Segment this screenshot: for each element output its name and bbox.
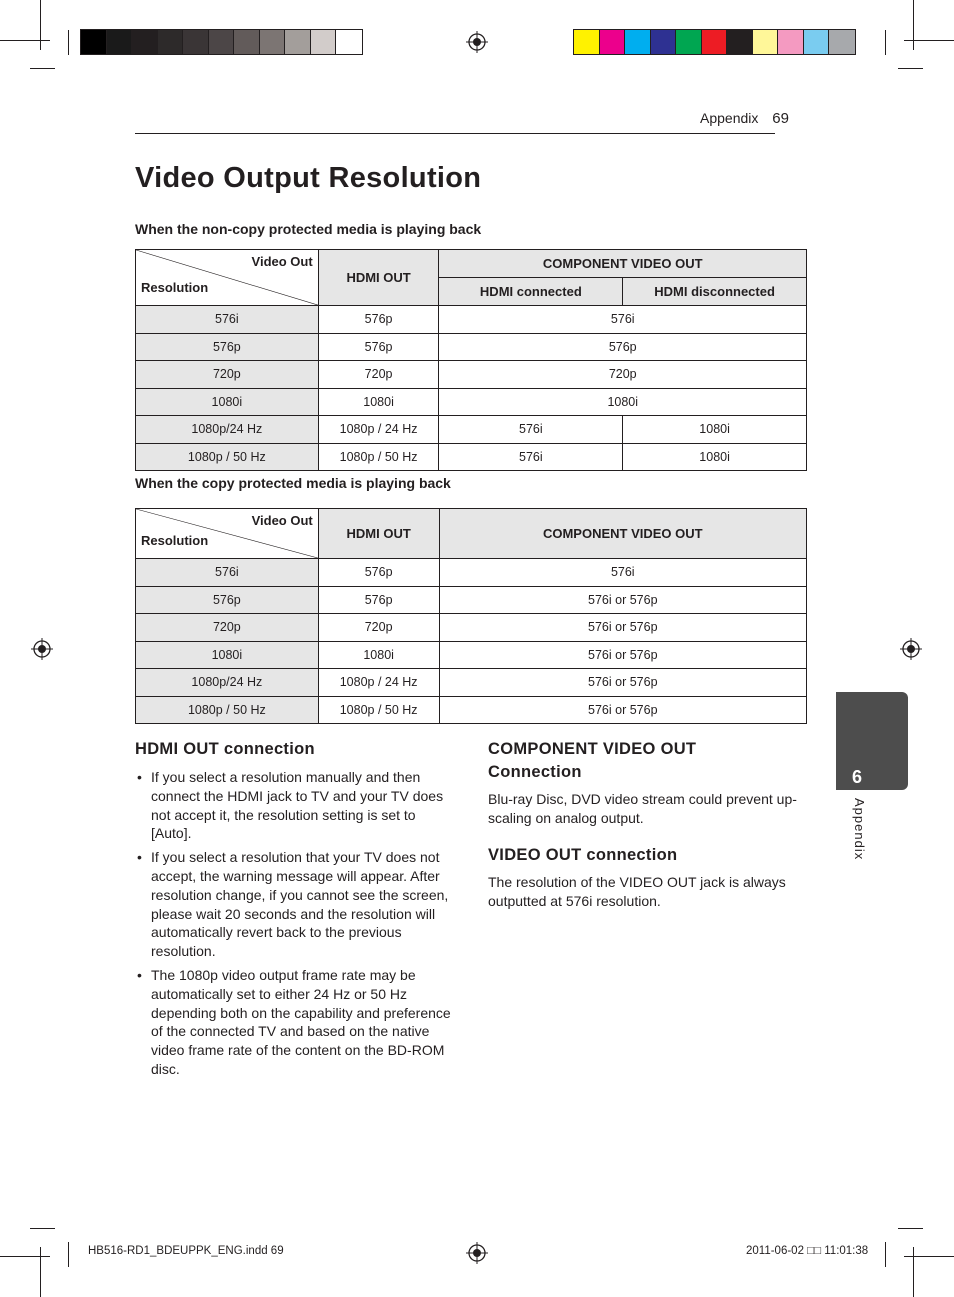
col-component-video-out: COMPONENT VIDEO OUT bbox=[439, 250, 807, 278]
table-row bbox=[136, 388, 807, 416]
cell-hdmi-connected: 576i bbox=[439, 443, 623, 471]
cell-resolution: 576i bbox=[136, 306, 319, 334]
gray-swatch bbox=[81, 30, 107, 54]
registration-mark-icon bbox=[466, 1242, 488, 1264]
cell-component-out: 576i bbox=[439, 559, 806, 587]
chapter-tab-label: Appendix bbox=[852, 798, 867, 861]
cell-component-out: 720p bbox=[439, 361, 807, 389]
table-row bbox=[136, 696, 807, 724]
table1-corner-cell bbox=[136, 250, 319, 306]
cell-hdmi-disconnected: 1080i bbox=[623, 416, 807, 444]
cell-component-out: 576i or 576p bbox=[439, 586, 806, 614]
cell-component-out: 576i or 576p bbox=[439, 669, 806, 697]
color-swatch bbox=[778, 30, 804, 54]
cell-resolution: 576p bbox=[136, 333, 319, 361]
gray-swatch bbox=[209, 30, 235, 54]
table-row bbox=[136, 361, 807, 389]
table-non-copy-protected bbox=[135, 249, 807, 471]
cell-hdmi-out: 1080p / 24 Hz bbox=[318, 416, 439, 444]
table-row bbox=[136, 333, 807, 361]
slug-timestamp: 2011-06-02 □□ 11:01:38 bbox=[746, 1245, 869, 1257]
cell-resolution: 720p bbox=[136, 361, 319, 389]
cell-hdmi-out: 1080p / 50 Hz bbox=[318, 696, 439, 724]
hdmi-bullet-list bbox=[135, 768, 457, 1084]
crop-mark bbox=[0, 40, 50, 41]
color-swatch bbox=[753, 30, 779, 54]
running-head-section: Appendix bbox=[700, 110, 759, 126]
crop-mark bbox=[898, 68, 923, 69]
cell-resolution: 1080p/24 Hz bbox=[136, 669, 319, 697]
corner-video-out: Video Out bbox=[251, 513, 313, 528]
cell-hdmi-out: 576p bbox=[318, 306, 439, 334]
cell-component-out: 576p bbox=[439, 333, 807, 361]
header-rule bbox=[135, 133, 775, 134]
cell-hdmi-disconnected: 1080i bbox=[623, 443, 807, 471]
cell-hdmi-out: 1080p / 24 Hz bbox=[318, 669, 439, 697]
subcol-hdmi-connected: HDMI connected bbox=[439, 278, 623, 306]
crop-mark bbox=[885, 1242, 886, 1267]
crop-mark bbox=[913, 0, 914, 50]
table-row bbox=[136, 559, 807, 587]
cell-resolution: 1080i bbox=[136, 388, 319, 416]
page-title: Video Output Resolution bbox=[135, 162, 482, 194]
cell-component-out: 1080i bbox=[439, 388, 807, 416]
page-number: 69 bbox=[772, 110, 789, 127]
cell-hdmi-out: 720p bbox=[318, 361, 439, 389]
subcol-hdmi-disconnected: HDMI disconnected bbox=[623, 278, 807, 306]
corner-resolution: Resolution bbox=[141, 533, 209, 548]
cell-resolution: 720p bbox=[136, 614, 319, 642]
table-row bbox=[136, 586, 807, 614]
gray-swatch bbox=[132, 30, 158, 54]
bullet-item: • The 1080p video output frame rate may be automatically set to either 24 Hz or 50 Hz depending both on the capability and preference of the connected TV and based on the native video frame rate of the content on the BD-ROM disc. bbox=[135, 966, 457, 1079]
crop-mark bbox=[68, 30, 69, 55]
col-component-video-out: COMPONENT VIDEO OUT bbox=[439, 509, 806, 559]
bullet-item: • If you select a resolution that your TV does not accept, the warning message will appear. After resolution change, if you cannot see the screen, please wait 20 seconds and the resolution will automatically revert back to the previous resolution. bbox=[135, 848, 457, 961]
registration-mark-icon bbox=[466, 31, 488, 53]
chapter-tab bbox=[836, 692, 908, 790]
table-row bbox=[136, 416, 807, 444]
gray-swatch bbox=[158, 30, 184, 54]
color-swatch bbox=[651, 30, 677, 54]
color-swatch bbox=[804, 30, 830, 54]
color-swatch bbox=[600, 30, 626, 54]
video-out-heading: VIDEO OUT connection bbox=[488, 846, 678, 864]
gray-swatch bbox=[311, 30, 337, 54]
registration-mark-icon bbox=[900, 638, 922, 660]
gray-swatch bbox=[234, 30, 260, 54]
gray-swatch bbox=[107, 30, 133, 54]
cell-hdmi-out: 1080i bbox=[318, 388, 439, 416]
color-swatch bbox=[829, 30, 855, 54]
gray-swatch bbox=[260, 30, 286, 54]
component-heading-line1: COMPONENT VIDEO OUT bbox=[488, 740, 697, 758]
crop-mark bbox=[40, 0, 41, 50]
table1-caption: When the non-copy protected media is playing back bbox=[135, 221, 482, 237]
cell-component-out: 576i or 576p bbox=[439, 696, 806, 724]
cell-resolution: 1080p/24 Hz bbox=[136, 416, 319, 444]
hdmi-out-heading: HDMI OUT connection bbox=[135, 740, 315, 758]
cell-hdmi-connected: 576i bbox=[439, 416, 623, 444]
crop-mark bbox=[40, 1247, 41, 1297]
grayscale-bar bbox=[80, 29, 363, 55]
color-swatch bbox=[625, 30, 651, 54]
bullet-item: • If you select a resolution manually and then connect the HDMI jack to TV and your TV does not accept it, the resolution setting is set to [Auto]. bbox=[135, 768, 457, 843]
gray-swatch bbox=[183, 30, 209, 54]
crop-mark bbox=[904, 40, 954, 41]
registration-mark-icon bbox=[31, 638, 53, 660]
table-row bbox=[136, 443, 807, 471]
component-heading bbox=[488, 738, 696, 784]
video-out-text: The resolution of the VIDEO OUT jack is always outputted at 576i resolution. bbox=[488, 874, 786, 909]
cell-component-out: 576i or 576p bbox=[439, 641, 806, 669]
cell-component-out: 576i bbox=[439, 306, 807, 334]
component-heading-line2: Connection bbox=[488, 763, 582, 781]
table-row bbox=[136, 306, 807, 334]
component-text: Blu-ray Disc, DVD video stream could prevent up-scaling on analog output. bbox=[488, 791, 797, 826]
crop-mark bbox=[898, 1228, 923, 1229]
table2-caption: When the copy protected media is playing back bbox=[135, 475, 451, 491]
col-hdmi-out: HDMI OUT bbox=[318, 509, 439, 559]
corner-resolution: Resolution bbox=[141, 280, 209, 295]
corner-video-out: Video Out bbox=[251, 254, 313, 269]
chapter-number: 6 bbox=[851, 767, 862, 787]
color-swatch bbox=[727, 30, 753, 54]
cell-resolution: 576p bbox=[136, 586, 319, 614]
table-row bbox=[136, 614, 807, 642]
gray-swatch bbox=[336, 30, 362, 54]
slug-filename: HB516-RD1_BDEUPPK_ENG.indd 69 bbox=[88, 1245, 284, 1257]
cell-resolution: 576i bbox=[136, 559, 319, 587]
table-row bbox=[136, 641, 807, 669]
crop-mark bbox=[885, 30, 886, 55]
cell-resolution: 1080p / 50 Hz bbox=[136, 443, 319, 471]
gray-swatch bbox=[285, 30, 311, 54]
crop-mark bbox=[30, 1228, 55, 1229]
crop-mark bbox=[68, 1242, 69, 1267]
running-head bbox=[700, 110, 789, 127]
cell-hdmi-out: 1080i bbox=[318, 641, 439, 669]
cell-hdmi-out: 576p bbox=[318, 559, 439, 587]
cell-hdmi-out: 576p bbox=[318, 586, 439, 614]
cell-hdmi-out: 1080p / 50 Hz bbox=[318, 443, 439, 471]
table-row bbox=[136, 669, 807, 697]
crop-mark bbox=[30, 68, 55, 69]
color-swatch bbox=[574, 30, 600, 54]
crop-mark bbox=[0, 1256, 50, 1257]
cell-hdmi-out: 720p bbox=[318, 614, 439, 642]
color-swatch bbox=[702, 30, 728, 54]
cell-hdmi-out: 576p bbox=[318, 333, 439, 361]
crop-mark bbox=[904, 1256, 954, 1257]
color-swatch bbox=[676, 30, 702, 54]
cell-resolution: 1080p / 50 Hz bbox=[136, 696, 319, 724]
table-copy-protected bbox=[135, 508, 807, 724]
table2-corner-cell bbox=[136, 509, 319, 559]
col-hdmi-out: HDMI OUT bbox=[318, 250, 439, 306]
color-bar bbox=[573, 29, 856, 55]
cell-resolution: 1080i bbox=[136, 641, 319, 669]
crop-mark bbox=[913, 1247, 914, 1297]
cell-component-out: 576i or 576p bbox=[439, 614, 806, 642]
